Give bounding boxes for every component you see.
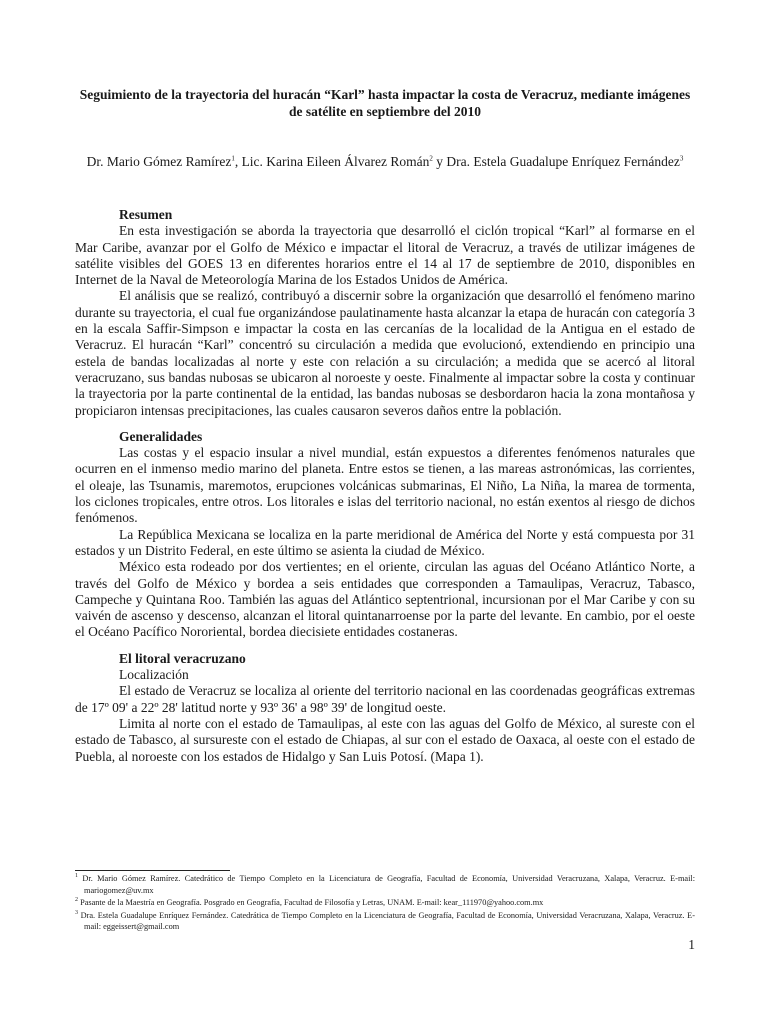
author-3: y Dra. Estela Guadalupe Enríquez Fernández bbox=[432, 154, 680, 169]
author-2: , Lic. Karina Eileen Álvarez Román bbox=[234, 154, 430, 169]
footnote-1: $^1$ Dr. Mario Gómez Ramírez. Catedrático de Tiempo Completo en la Licenciatura de Geografía, Facultad de Economía, Universidad Veracruzana, Xalapa, Veracruz. E-mail: mariogomez@uv.mx bbox=[75, 873, 695, 895]
litoral-paragraph-1: El estado de Veracruz se localiza al oriente del territorio nacional en las coordenadas geográficas extremas de 17º 09' a 22º 28' latitud norte y 93º 36' a 98º 39' de longitud oeste. bbox=[75, 683, 695, 715]
paper-body bbox=[75, 207, 695, 765]
litoral-paragraph-2: Limita al norte con el estado de Tamaulipas, al este con las aguas del Golfo de México, al sureste con el estado de Tabasco, al sursureste con el estado de Chiapas, al sur con el estado de Oaxaca, al oeste con el estado de Puebla, al noroeste con los estados de Hidalgo y San Luis Potosí. (Mapa 1). bbox=[75, 715, 695, 764]
footnote-2: $^2$ Pasante de la Maestría en Geografía. Posgrado en Geografía, Facultad de Filosofía y Letras, UNAM. E-mail: kear_111970@yahoo.com.mx bbox=[75, 897, 544, 907]
generalidades-paragraph-1: Las costas y el espacio insular a nivel mundial, están expuestos a diferentes fenómenos naturales que ocurren en el inmenso medio marino del planeta. Entre estos se tienen, a las mareas astronómicas, las corrientes, el oleaje, las Tsunamis, maremotos, erupciones volcánicas submarinas, El Niño, La Niña, la marea de tormenta, los ciclones tropicales, entre otros. Los litorales e islas del territorio nacional, no están exentos al riesgo de dichos fenómenos. bbox=[75, 445, 695, 526]
page-number: 1 bbox=[688, 937, 695, 952]
footnote-rule bbox=[75, 870, 230, 871]
resumen-paragraph-1: En esta investigación se aborda la trayectoria que desarrolló el ciclón tropical “Karl” al formarse en el Mar Caribe, avanzar por el Golfo de México e impactar el litoral de Veracruz, a través de utilizar imágenes de satélite visibles del GOES 13 en diferentes horarios entre el 14 al 17 de septiembre de 2010, disponibles en Internet de la Naval de Meteorología Marina de los Estados Unidos de América. bbox=[75, 223, 695, 288]
author-1: Dr. Mario Gómez Ramírez bbox=[86, 154, 232, 169]
generalidades-paragraph-3: México esta rodeado por dos vertientes; en el oriente, circulan las aguas del Océano Atlántico Norte, a través del Golfo de México y bordea a seis entidades que corresponden a Tamaulipas, Veracruz, Tabasco, Campeche y Quintana Roo. También las aguas del Atlántico septentrional, incursionan por el Mar Caribe y con su vaivén de ascenso y descenso, alcanzan el litoral quintanarroense por la parte del levante. En cambio, por el oeste el Océano Pacífico Nororiental, bordea diecisiete entidades costaneras. bbox=[75, 559, 695, 640]
footnotes bbox=[75, 873, 695, 934]
footnote-ref-2: 2 bbox=[429, 154, 433, 163]
resumen-paragraph-2: El análisis que se realizó, contribuyó a discernir sobre la organización que desarrolló el fenómeno marino durante su trayectoria, el cual fue organizándose paulatinamente hasta alcanzar la etapa de huracán con categoría 3 en la escala Saffir-Simpson e impactar la costa en las cercanías de la localidad de la Antigua en el estado de Veracruz. El huracán “Karl” concentró su circulación a medida que evolucionó, extendiendo en principio una estela de bandas localizadas al norte y este con relación a su circulación; a medida que se acercó al litoral veracruzano, sus bandas nubosas se ubicaron al noroeste y oeste. Finalmente al impactar sobre la costa y continuar la trayectoria por la parte continental de la entidad, las bandas nubosas se desbordaron hacia la zona montañosa y propiciaron intensas precipitaciones, las cuales causaron severos daños entre la población. bbox=[75, 288, 695, 418]
author-line bbox=[75, 153, 695, 171]
footnote-ref-3: 3 bbox=[679, 154, 684, 163]
generalidades-paragraph-2: La República Mexicana se localiza en la parte meridional de América del Norte y está compuesta por 31 estados y un Distrito Federal, en este último se asienta la ciudad de México. bbox=[75, 526, 695, 558]
footnote-ref-1: 1 bbox=[231, 154, 235, 163]
subheading-localizacion: Localización bbox=[119, 667, 189, 683]
heading-generalidades: Generalidades bbox=[119, 428, 203, 444]
paper-title: Seguimiento de la trayectoria del huracán “Karl” hasta impactar la costa de Veracruz, mediante imágenes de satélite en septiembre del 2010 bbox=[79, 87, 691, 119]
heading-litoral: El litoral veracruzano bbox=[119, 650, 246, 666]
footnote-3: $^3$ Dra. Estela Guadalupe Enríquez Fernández. Catedrática de Tiempo Completo en la Licenciatura de Geografía, Facultad de Economía, Universidad Veracruzana, Xalapa, Veracruz. E-mail: eggeissert@gmail.com bbox=[75, 909, 695, 931]
heading-resumen: Resumen bbox=[119, 207, 173, 222]
